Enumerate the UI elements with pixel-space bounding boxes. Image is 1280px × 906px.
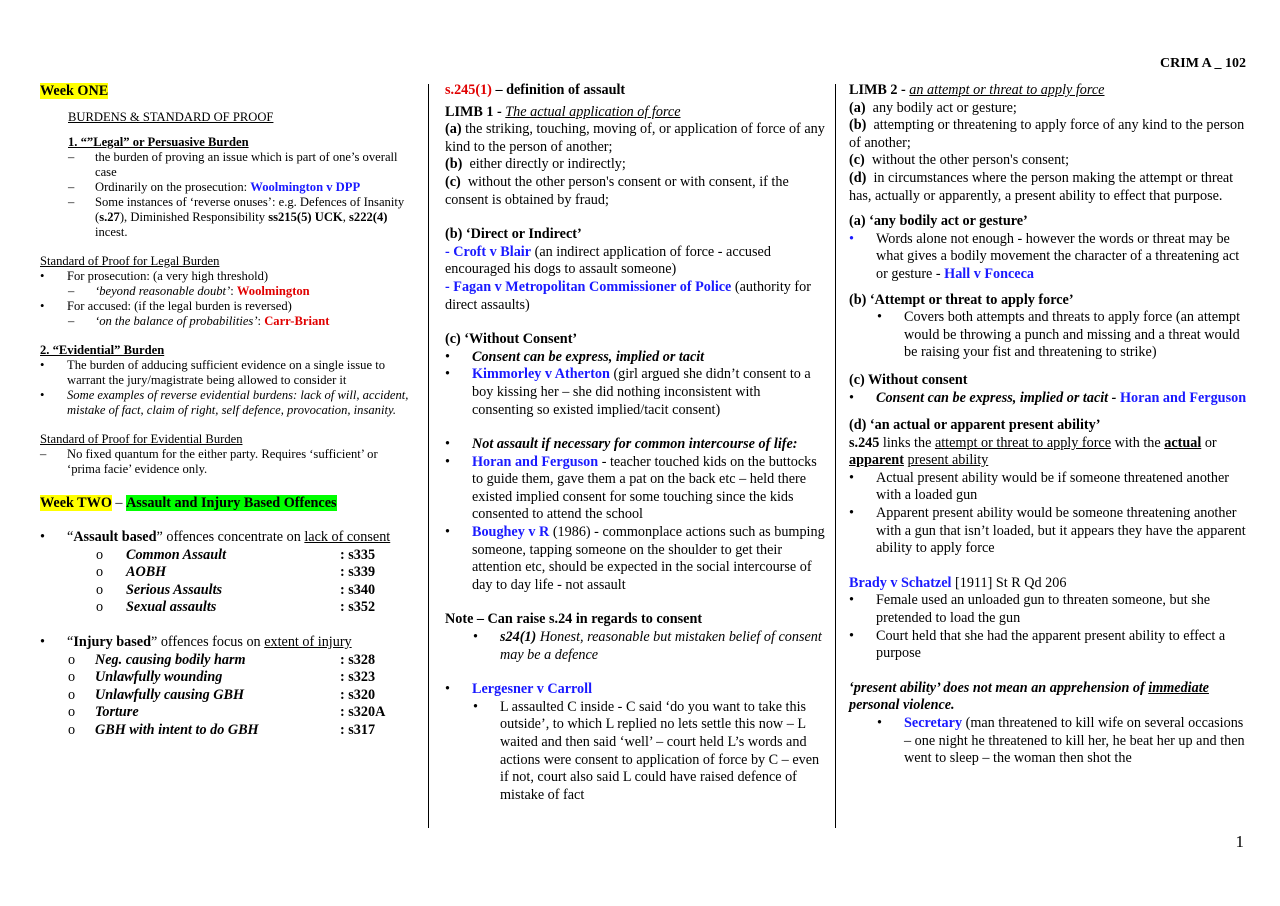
list-item: • Words alone not enough - however the words or threat may be what gives a bodily movement the character of a threatening act or gesture - Hall v Fonceca — [849, 230, 1240, 282]
limb1-a: (a) the striking, touching, moving of, or application of force of any kind to the person of another; — [445, 121, 825, 155]
offence-row: o Unlawfully causing GBH : s320 — [68, 686, 376, 703]
column-divider-1 — [428, 84, 429, 828]
list-item: • Horan and Ferguson - teacher touched kids on the buttocks to guide them, gave them a pat on the back etc – held there existed implied consent for some touching since the kids consented to attend the school — [445, 453, 817, 523]
offence-row: o GBH with intent to do GBH : s317 — [68, 721, 376, 738]
offence-row: o Common Assault : s335 — [96, 546, 376, 563]
case-woolmington: Woolmington — [236, 284, 310, 298]
list-item: • “Injury based” offences focus on extent of injury — [40, 633, 352, 650]
column-2 — [445, 82, 825, 804]
list-item: • Apparent present ability would be someone threatening another with a gun that isn’t loaded, but it appears they have the apparent ability to apply force — [849, 505, 1246, 557]
list-item: • The burden of adducing sufficient evidence on a single issue to warrant the jury/magistrate being allowed to consider it — [40, 358, 386, 387]
legal-burden-heading: 1. “”Legal” or Persuasive Burden — [68, 135, 249, 149]
note-heading: Note – Can raise s.24 in regards to consent — [445, 611, 703, 628]
brady-heading: Brady v Schatzel [1911] St R Qd 206 — [849, 574, 1067, 591]
case-carr-briant: Carr-Briant — [264, 314, 330, 328]
limb2-b: (b) attempting or threatening to apply force of any kind to the person of another; — [849, 117, 1245, 151]
list-item: • For prosecution: (a very high threshold) — [40, 269, 269, 283]
page-header: CRIM A _ 102 — [1160, 56, 1246, 71]
fagan-entry: - Fagan v Metropolitan Commissioner of Police (authority for direct assaults) — [445, 278, 811, 313]
column-divider-2 — [835, 84, 836, 828]
week-two-topic: Assault and Injury Based Offences — [126, 495, 337, 511]
attempt-threat-heading: (b) ‘Attempt or threat to apply force’ — [849, 291, 1074, 308]
list-item: – the burden of proving an issue which is part of one’s overall case — [68, 150, 398, 179]
s245-heading: s.245(1) – definition of assault — [445, 82, 626, 98]
without-consent-heading-2: (c) Without consent — [849, 371, 968, 388]
list-item: • Boughey v R (1986) - commonplace actions such as bumping someone, tapping someone on the shoulder to get their attention etc, should be expected in the social intercourse of day to day life - not assault — [445, 524, 825, 593]
list-item: • Secretary (man threatened to kill wife on several occasions – one night he threatened to kill her, he beat her up and then went to sleep – the woman then shot the — [877, 715, 1245, 767]
list-item: • Court held that she had the apparent present ability to effect a purpose — [849, 627, 1226, 662]
week-two-heading: Week TWO — [40, 495, 112, 511]
offence-row: o Unlawfully wounding : s323 — [68, 669, 376, 686]
offence-row: o Sexual assaults : s352 — [96, 599, 376, 616]
limb1-c: (c) without the other person's consent or with consent, if the consent is obtained by fraud; — [445, 173, 789, 208]
list-item: – ‘on the balance of probabilities’: Carr-Briant — [68, 314, 330, 328]
croft-entry: - Croft v Blair (an indirect application of force - accused encouraged his dogs to assault someone) — [445, 243, 771, 278]
list-item: • Female used an unloaded gun to threaten someone, but she pretended to load the gun — [849, 592, 1211, 627]
offence-row: o AOBH : s339 — [96, 564, 376, 581]
column-1: Week ONE BURDENS & STANDARD OF PROOF 1. “”Legal” or Persuasive Burden – the burden of proving an issue which is part of one’s overall case – Ordinarily on the prosecution: Woolmington v DPP – Some instances of ‘reverse onuses’: e.g. Defences of Insanity (s.27), Diminished Responsibility ss215(5) UCK, s222(4) incest. Standard of Proof for Legal Burden • For prosecution: (a very high threshold) – ‘beyond reasonable doubt’: Woolmington • For accused: (if the legal burden is reversed) – ‘on the balance of probabilities’: Carr-Briant 2. “Evidential” Burden • The burden of adducing sufficient evidence on a single issue to warrant the jury/magistrate being allowed to consider it • Some examples of reverse evidential burdens: lack of will, accident, mistake of fact, claim of right, self defence, provocation, insanity. Standard of Proof for Evidential Burden – No fixed quantum for the either party. Requires ‘sufficient’ or ‘prima facie’ evidence only. Week TWO – Assault and Injury Based Offences • “Assault based” offences concentrate on lack of consent o Common Assault : s335 o AOBH : s339 o Serious Assaults : s340 o Sexual assaults : s352 • “Injury based” offences focus on extent of injury o Neg. causing bodily harm : s328 o Unlawfully wounding : s323 o Unlawfully causing GBH : s320 o Torture : s320A o GBH with intent to do GBH : s317 — [40, 82, 412, 740]
list-item: – Ordinarily on the prosecution: Woolmington v DPP — [68, 180, 361, 194]
list-item: • “Assault based” offences concentrate on lack of consent — [40, 529, 391, 545]
list-item: – Some instances of ‘reverse onuses’: e.g. Defences of Insanity (s.27), Diminished Responsibility ss215(5) UCK, s222(4) incest. — [68, 195, 405, 239]
list-item: • Actual present ability would be if someone threatened another with a loaded gun — [849, 469, 1229, 504]
list-item: • Kimmorley v Atherton (girl argued she didn’t consent to a boy kissing her – she did nothing inconsistent with consenting so existed implied/tacit consent) — [445, 366, 811, 418]
list-item: • For accused: (if the legal burden is reversed) — [40, 299, 292, 313]
without-consent-heading: (c) ‘Without Consent’ — [445, 331, 578, 348]
list-item: • s24(1) Honest, reasonable but mistaken belief of consent may be a defence — [473, 629, 822, 663]
bodily-act-heading: (a) ‘any bodily act or gesture’ — [849, 213, 1028, 230]
direct-indirect-heading: (b) ‘Direct or Indirect’ — [445, 226, 582, 243]
list-item: • Consent can be express, implied or tacit — [445, 348, 705, 365]
present-ability-heading: (d) ‘an actual or apparent present ability’ — [849, 417, 1101, 434]
std-evid-heading: Standard of Proof for Evidential Burden — [40, 432, 243, 446]
list-item: • Not assault if necessary for common intercourse of life: — [445, 436, 798, 453]
column-3 — [849, 82, 1249, 768]
limb1-heading: LIMB 1 - The actual application of force — [445, 103, 681, 120]
list-item: – No fixed quantum for the either party. Requires ‘sufficient’ or ‘prima facie’ evidence only. — [40, 447, 378, 476]
week-one-heading: Week ONE — [40, 83, 109, 99]
offence-row: o Torture : s320A — [68, 704, 386, 721]
list-item: • L assaulted C inside - C said ‘do you want to take this outside’, to which L replied no lets settle this now – L waited and then said ‘well’ – court held L’s words and actions were consent to application of force by C – even if not, court also said L could have raised defence of mistake of fact — [473, 698, 820, 803]
s245-links: s.245 links the attempt or threat to apply force with the actual or apparent present ability — [849, 434, 1217, 469]
list-item: • Covers both attempts and threats to apply force (an attempt would be throwing a punch and missing and a threat would be raising your fist and threatening to strike) — [877, 309, 1241, 361]
limb2-c: (c) without the other person's consent; — [849, 152, 1070, 169]
limb1-b: (b) either directly or indirectly; — [445, 156, 626, 173]
evidential-burden-heading: 2. “Evidential” Burden — [40, 343, 165, 357]
page-number: 1 — [1235, 832, 1244, 851]
offence-row: o Serious Assaults : s340 — [96, 581, 376, 598]
burdens-heading: BURDENS & STANDARD OF PROOF — [68, 110, 274, 124]
limb2-heading: LIMB 2 - an attempt or threat to apply force — [849, 82, 1105, 98]
case-woolmington-dpp: Woolmington v DPP — [250, 180, 361, 194]
list-item: – ‘beyond reasonable doubt’: Woolmington — [68, 284, 310, 298]
present-ability-note: ‘present ability’ does not mean an apprehension of immediate personal violence. — [849, 679, 1209, 714]
list-item: • Lergesner v Carroll — [445, 681, 593, 698]
list-item: • Some examples of reverse evidential burdens: lack of will, accident, mistake of fact, claim of right, self defence, provocation, insanity. — [40, 388, 409, 417]
limb2-a: (a) any bodily act or gesture; — [849, 99, 1017, 116]
offence-row: o Neg. causing bodily harm : s328 — [68, 651, 376, 668]
std-legal-heading: Standard of Proof for Legal Burden — [40, 254, 220, 268]
limb2-d: (d) in circumstances where the person making the attempt or threat has, actually or apparently, a present ability to effect that purpose. — [849, 169, 1234, 204]
list-item: • Consent can be express, implied or tacit - Horan and Ferguson — [849, 389, 1247, 406]
